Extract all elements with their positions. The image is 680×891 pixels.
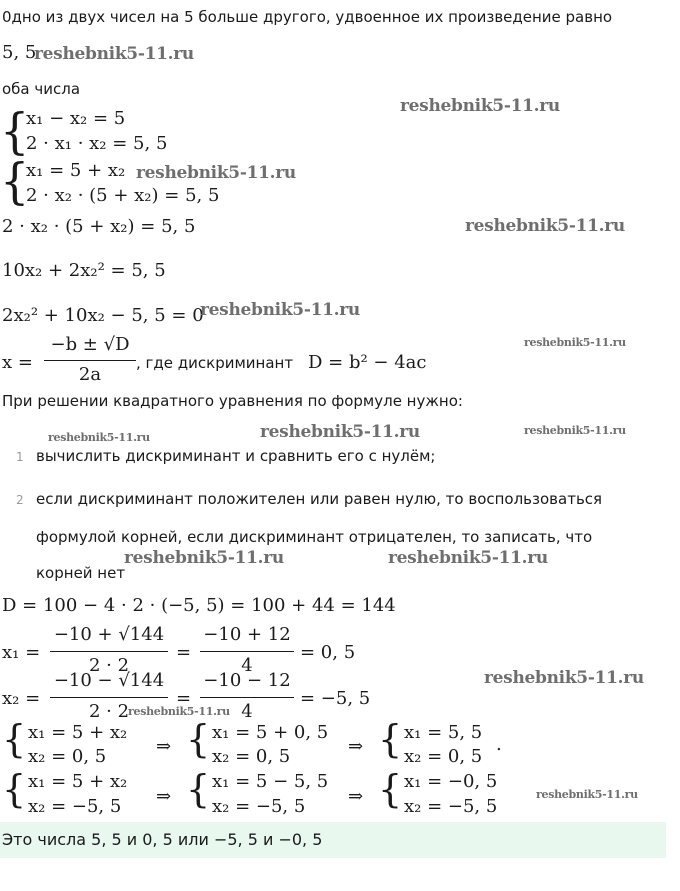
case-e-row2: x₂ = −5, 5 xyxy=(212,796,306,817)
step-text: формулой корней, если дискриминант отрицателен, то записать, что xyxy=(36,528,593,546)
step-text: если дискриминант положителен или равен нулю, то воспользоваться xyxy=(36,490,603,508)
watermark: reshebnik5-11.ru xyxy=(124,548,284,568)
formula-numerator: −b ± √D xyxy=(50,334,130,355)
equals-sign: = xyxy=(176,688,192,709)
system-row-2: 2 · x₁ · x₂ = 5, 5 xyxy=(26,133,168,154)
system-row-1: x₁ − x₂ = 5 xyxy=(26,108,126,129)
implies-arrow: ⇒ xyxy=(156,736,172,757)
problem-line-2: 5, 5 xyxy=(2,42,37,63)
discriminant-calc: D = 100 − 4 · 2 · (−5, 5) = 100 + 44 = 144 xyxy=(2,595,396,616)
formula-text: , где дискриминант xyxy=(136,354,294,372)
watermark: reshebnik5-11.ru xyxy=(400,96,560,116)
fraction-bar xyxy=(200,651,294,652)
system-row-4: 2 · x₂ · (5 + x₂) = 5, 5 xyxy=(26,185,220,206)
case-c-row2: x₂ = 0, 5 xyxy=(404,746,483,767)
problem-line-1: 0дно из двух чисел на 5 больше другого, удвоенное их произведение равно xyxy=(2,8,613,26)
fraction-numerator: −10 − √144 xyxy=(53,670,165,691)
case-a-row2: x₂ = 0, 5 xyxy=(28,746,107,767)
equation-3: 2x₂² + 10x₂ − 5, 5 = 0 xyxy=(2,305,204,326)
equals-sign: = xyxy=(176,642,192,663)
formula-fraction xyxy=(44,334,136,382)
case-brace: { xyxy=(378,767,403,811)
fraction-numerator: −10 − 12 xyxy=(203,670,291,691)
fraction-numerator: −10 + 12 xyxy=(203,624,291,645)
case-brace: { xyxy=(2,767,27,811)
case-brace: { xyxy=(186,717,211,761)
watermark: reshebnik5-11.ru xyxy=(34,44,194,64)
case-a-row1: x₁ = 5 + x₂ xyxy=(28,722,128,743)
rule-intro: При решении квадратного уравнения по формуле нужно: xyxy=(2,392,463,410)
implies-arrow: ⇒ xyxy=(156,786,172,807)
fraction-bar xyxy=(44,360,136,361)
fraction-bar xyxy=(50,697,168,698)
watermark: reshebnik5-11.ru xyxy=(524,336,626,349)
case-c-row1: x₁ = 5, 5 xyxy=(404,722,483,743)
x1-result: = 0, 5 xyxy=(300,642,356,663)
fraction-denominator: 2 · 2 xyxy=(88,701,130,718)
fraction-denominator: 4 xyxy=(241,655,253,672)
case-f-row2: x₂ = −5, 5 xyxy=(404,796,498,817)
case-e-row1: x₁ = 5 − 5, 5 xyxy=(212,771,329,792)
step-number: 1 xyxy=(16,450,24,464)
x2-lhs: x₂ = xyxy=(2,688,41,709)
fraction-bar xyxy=(200,697,294,698)
watermark: reshebnik5-11.ru xyxy=(465,216,625,236)
x1-fraction-2 xyxy=(200,624,294,672)
watermark: reshebnik5-11.ru xyxy=(536,788,638,801)
step-text: корней нет xyxy=(36,564,126,582)
x2-result: = −5, 5 xyxy=(300,688,371,709)
fraction-denominator: 2 · 2 xyxy=(88,655,130,672)
fraction-bar xyxy=(50,651,168,652)
dot: . xyxy=(496,734,502,755)
watermark: reshebnik5-11.ru xyxy=(484,668,644,688)
formula-denominator: 2a xyxy=(78,364,102,382)
system-brace-lower: { xyxy=(0,152,30,210)
case-f-row1: x₁ = −0, 5 xyxy=(404,771,498,792)
x1-fraction-1 xyxy=(50,624,168,672)
implies-arrow: ⇒ xyxy=(348,786,364,807)
implies-arrow: ⇒ xyxy=(348,736,364,757)
case-brace: { xyxy=(186,767,211,811)
fraction-numerator: −10 + √144 xyxy=(53,624,165,645)
step-text: вычислить дискриминант и сравнить его с нулём; xyxy=(36,447,436,465)
formula-discriminant: D = b² − 4ac xyxy=(308,352,427,373)
watermark: reshebnik5-11.ru xyxy=(524,424,626,437)
equation-1: 2 · x₂ · (5 + x₂) = 5, 5 xyxy=(2,216,196,237)
step-number: 2 xyxy=(16,493,24,507)
case-brace: { xyxy=(378,717,403,761)
system-row-3: x₁ = 5 + x₂ xyxy=(26,160,126,181)
formula-lhs: x = xyxy=(2,352,33,373)
fraction-denominator: 4 xyxy=(241,701,253,718)
equation-2: 10x₂ + 2x₂² = 5, 5 xyxy=(2,260,166,281)
watermark: reshebnik5-11.ru xyxy=(260,422,420,442)
label-both-numbers: оба числа xyxy=(2,80,81,98)
case-d-row2: x₂ = −5, 5 xyxy=(28,796,122,817)
case-b-row1: x₁ = 5 + 0, 5 xyxy=(212,722,329,743)
x1-lhs: x₁ = xyxy=(2,642,41,663)
watermark: reshebnik5-11.ru xyxy=(136,163,296,183)
system-brace-upper: { xyxy=(0,102,30,160)
case-d-row1: x₁ = 5 + x₂ xyxy=(28,771,128,792)
case-b-row2: x₂ = 0, 5 xyxy=(212,746,291,767)
watermark: reshebnik5-11.ru xyxy=(128,705,230,718)
case-brace: { xyxy=(2,717,27,761)
watermark: reshebnik5-11.ru xyxy=(200,300,360,320)
watermark: reshebnik5-11.ru xyxy=(388,548,548,568)
answer-text: Это числа 5, 5 и 0, 5 или −5, 5 и −0, 5 xyxy=(2,830,323,849)
watermark: reshebnik5-11.ru xyxy=(48,431,150,444)
